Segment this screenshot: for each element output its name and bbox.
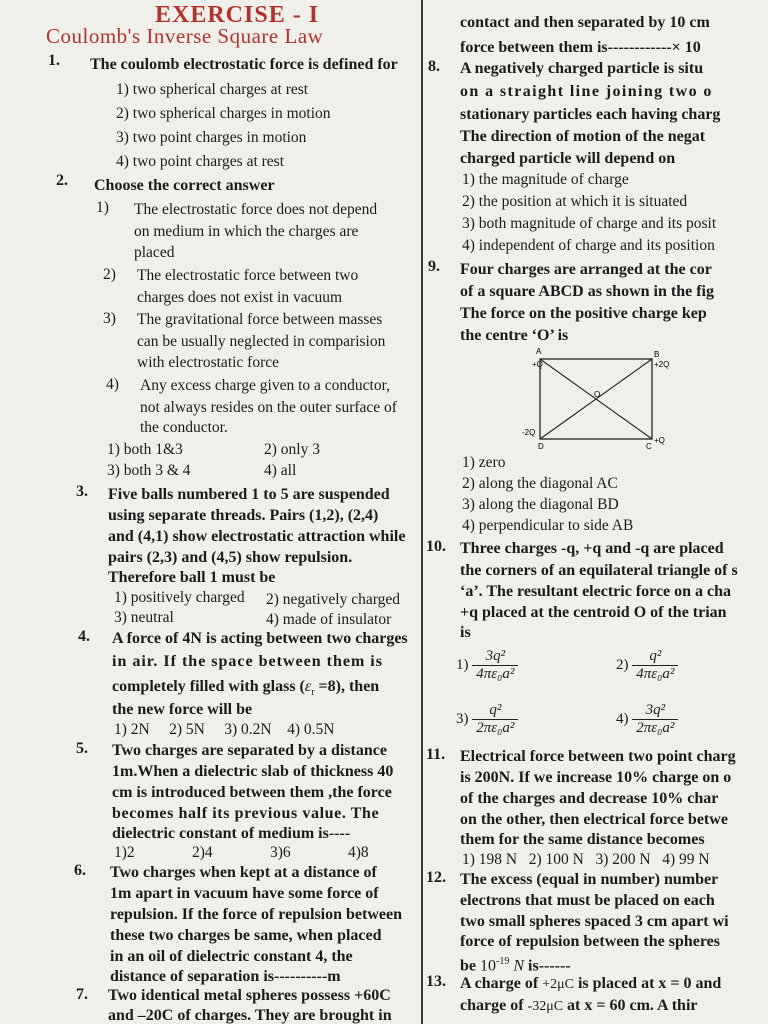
question-line: is: [460, 624, 471, 641]
statement-text: The gravitational force between masses: [137, 311, 383, 328]
question-line: 1m.When a dielectric slab of thickness 40: [112, 763, 394, 780]
statement-text: with electrostatic force: [137, 354, 280, 371]
question-line: the new force will be: [112, 701, 253, 718]
option: 4) made of insulator: [266, 611, 392, 628]
statement-number: 2): [103, 266, 116, 283]
square-charge-diagram: [506, 345, 706, 455]
question-line: repulsion. If the force of repulsion between: [110, 906, 402, 923]
question-line: Electrical force between two point charg: [460, 748, 736, 765]
statement-text: can be usually neglected in comparision: [137, 333, 386, 350]
option: 4)8: [348, 844, 369, 861]
question-number: 11.: [426, 746, 446, 763]
option: 3)6: [270, 844, 291, 861]
question-line: Therefore ball 1 must be: [108, 569, 276, 586]
question-number: 8.: [428, 58, 440, 75]
question-line: +q placed at the centroid O of the trian: [460, 604, 727, 621]
vertex-c-label: C: [646, 442, 652, 451]
statement-text: placed: [134, 244, 175, 261]
question-line: cm is introduced between them ,the force: [112, 784, 392, 801]
question-number: 13.: [426, 973, 446, 990]
right-column: [426, 0, 768, 1024]
question-line: in an oil of dielectric constant 4, the: [110, 948, 353, 965]
question-line: 1m apart in vacuum have some force of: [110, 885, 379, 902]
question-line: is 200N. If we increase 10% charge on o: [460, 769, 732, 786]
question-line: A charge of +2μC is placed at x = 0 and: [460, 975, 722, 992]
question-number: 12.: [426, 869, 446, 886]
question-line: pairs (2,3) and (4,5) show repulsion.: [108, 549, 353, 566]
fraction: $\frac{\text{q²}}{\text{4πε₀a²}}$: [632, 648, 678, 683]
options-row: 1) 198 N 2) 100 N 3) 200 N 4) 99 N: [462, 851, 710, 868]
question-line: Two identical metal spheres possess +60C: [108, 987, 391, 1004]
question-line: contact and then separated by 10 cm: [460, 14, 710, 31]
charge-c-label: +Q: [654, 436, 665, 445]
statement-text: charges does not exist in vacuum: [137, 289, 343, 306]
question-line: on the other, then electrical force betwe: [460, 811, 728, 828]
question-number: 6.: [74, 862, 86, 879]
option: 2) $\frac{\text{q²}}{\text{4πε₀a²}}$: [616, 648, 678, 683]
option: 2) the position at which it is situated: [462, 193, 688, 210]
vertex-a-label: A: [536, 347, 542, 356]
section-heading: Coulomb's Inverse Square Law: [46, 24, 324, 48]
question-line: on a straight line joining two o: [460, 83, 713, 100]
option: 2) negatively charged: [266, 591, 400, 608]
option: 1) two spherical charges at rest: [116, 81, 309, 98]
charge-a-label: +Q: [532, 360, 543, 369]
option: 1)2: [114, 844, 135, 861]
question-number: 10.: [426, 538, 446, 555]
question-line: using separate threads. Pairs (1,2), (2,4): [108, 507, 379, 524]
option: 3) both 3 & 4: [107, 462, 191, 479]
question-line: The force on the positive charge kep: [460, 305, 707, 322]
question-line: of a square ABCD as shown in the fig: [460, 283, 714, 300]
option: 4) $\frac{\text{3q²}}{\text{2πε₀a²}}$: [616, 702, 678, 737]
option: 4) perpendicular to side AB: [462, 517, 634, 534]
question-number: 2.: [56, 172, 68, 189]
option: 3) neutral: [114, 609, 174, 626]
option: 3) both magnitude of charge and its posit: [462, 215, 717, 232]
charge-b-label: +2Q: [654, 360, 670, 369]
question-line: Three charges -q, +q and -q are placed: [460, 540, 724, 557]
question-line: A negatively charged particle is situ: [460, 60, 704, 77]
question-number: 9.: [428, 258, 440, 275]
question-line: The direction of motion of the negat: [460, 128, 706, 145]
fraction: $\frac{\text{3q²}}{\text{2πε₀a²}}$: [632, 702, 678, 737]
statement-text: the conductor.: [140, 419, 228, 436]
statement-text: not always resides on the outer surface of: [140, 399, 397, 416]
question-line: charge of -32μC at x = 60 cm. A thir: [460, 997, 698, 1014]
option: 1) $\frac{\text{3q²}}{\text{4πε₀a²}}$: [456, 648, 518, 683]
option: 3) along the diagonal BD: [462, 496, 619, 513]
options-row: 1) 2N 2) 5N 3) 0.2N 4) 0.5N: [114, 721, 335, 738]
question-stem: Choose the correct answer: [94, 177, 275, 194]
statement-text: The electrostatic force does not depend: [134, 201, 378, 218]
option: 4) two point charges at rest: [116, 153, 285, 170]
option: 1) both 1&3: [107, 441, 183, 458]
question-line: Four charges are arranged at the cor: [460, 261, 712, 278]
question-line: the centre ‘O’ is: [460, 327, 569, 344]
question-line: them for the same distance becomes: [460, 831, 705, 848]
exercise-title: EXERCISE - I: [155, 2, 320, 28]
option: 2)4: [192, 844, 213, 861]
centre-o-label: O: [594, 390, 601, 399]
option: 1) the magnitude of charge: [462, 171, 629, 188]
statement-number: 4): [106, 376, 119, 393]
option: 3) two point charges in motion: [116, 129, 307, 146]
statement-text: The electrostatic force between two: [137, 267, 359, 284]
statement-number: 1): [96, 199, 109, 216]
question-line: two small spheres spaced 3 cm apart wi: [460, 913, 729, 930]
option: 2) two spherical charges in motion: [116, 105, 331, 122]
question-line: charged particle will depend on: [460, 150, 676, 167]
option: 3) $\frac{\text{q²}}{\text{2πε₀a²}}$: [456, 702, 518, 737]
question-line: Two charges are separated by a distance: [112, 742, 387, 759]
vertex-b-label: B: [654, 350, 660, 359]
option: 4) independent of charge and its position: [462, 237, 715, 254]
question-line: dielectric constant of medium is----: [112, 825, 351, 842]
question-line: ‘a’. The resultant electric force on a cha: [460, 583, 732, 600]
question-line: completely filled with glass $(\varepsilon_r =8)$, then: [112, 678, 380, 699]
option: 2) along the diagonal AC: [462, 475, 618, 492]
question-line: the corners of an equilateral triangle of s: [460, 562, 738, 579]
charge-d-label: -2Q: [522, 428, 536, 437]
question-line: be $10^{-19}$ N is------: [460, 956, 571, 975]
question-line: and –20C of charges. They are brought in: [108, 1007, 392, 1024]
option: 1) zero: [462, 454, 506, 471]
question-line: force between them is------------× 10: [460, 39, 701, 56]
option: 2) only 3: [264, 441, 320, 458]
question-number: 5.: [76, 740, 88, 757]
question-line: The excess (equal in number) number: [460, 871, 719, 888]
fraction: $\frac{\text{q²}}{\text{2πε₀a²}}$: [472, 702, 518, 737]
question-line: Five balls numbered 1 to 5 are suspended: [108, 486, 390, 503]
statement-text: on medium in which the charges are: [134, 223, 359, 240]
question-number: 1.: [48, 52, 60, 69]
question-line: electrons that must be placed on each: [460, 892, 715, 909]
fraction: $\frac{\text{3q²}}{\text{4πε₀a²}}$: [472, 648, 518, 683]
question-line: of the charges and decrease 10% char: [460, 790, 719, 807]
question-line: distance of separation is----------m: [110, 968, 341, 985]
question-number: 3.: [76, 483, 88, 500]
question-line: these two charges be same, when placed: [110, 927, 382, 944]
option: 4) all: [264, 462, 297, 479]
question-number: 7.: [76, 986, 88, 1003]
statement-number: 3): [103, 310, 116, 327]
column-divider: [421, 0, 423, 1024]
question-line: and (4,1) show electrostatic attraction while: [108, 528, 406, 545]
question-line: A force of 4N is acting between two charges: [112, 630, 408, 647]
question-line: stationary particles each having charg: [460, 106, 721, 123]
vertex-d-label: D: [538, 442, 544, 451]
question-line: force of repulsion between the spheres: [460, 933, 720, 950]
question-number: 4.: [78, 628, 90, 645]
question-stem: The coulomb electrostatic force is defined for: [90, 56, 398, 73]
statement-text: Any excess charge given to a conductor,: [140, 377, 391, 394]
question-line: in air. If the space between them is: [112, 653, 383, 670]
question-line: Two charges when kept at a distance of: [110, 864, 377, 881]
question-line: becomes half its previous value. The: [112, 805, 380, 822]
option: 1) positively charged: [114, 589, 245, 606]
